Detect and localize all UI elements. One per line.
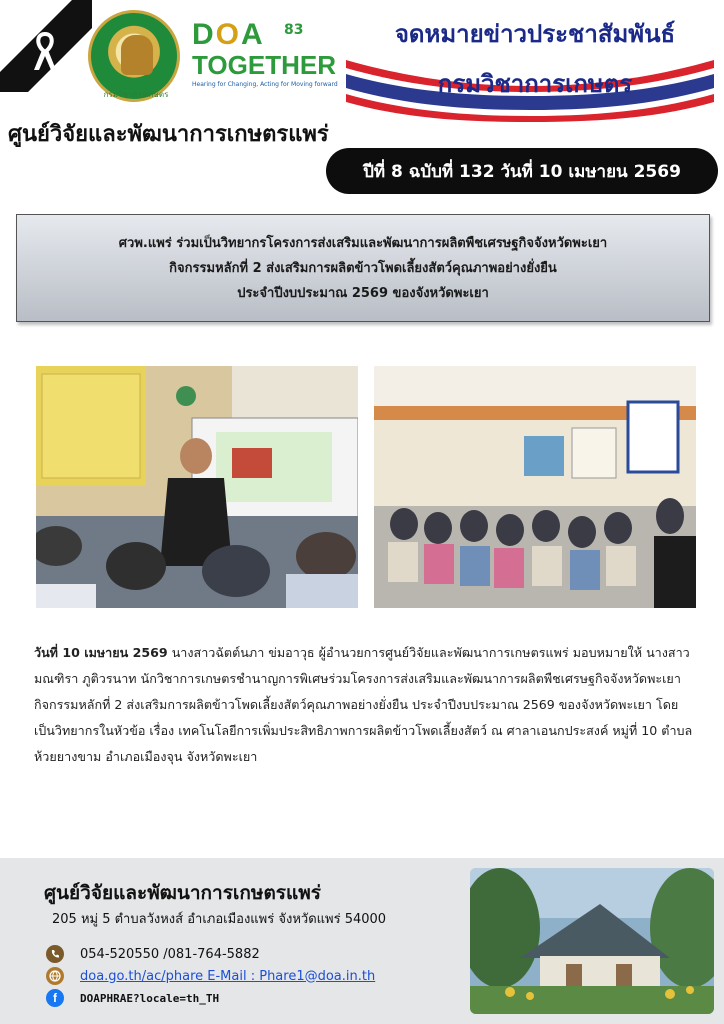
center-name: ศูนย์วิจัยและพัฒนาการเกษตรแพร่ bbox=[8, 122, 329, 147]
doa-together-logo bbox=[192, 18, 342, 88]
doa-letter-a: A bbox=[241, 18, 265, 51]
article-text: นางสาวฉัตต์นภา ข่มอาวุธ ผู้อำนวยการศูนย์วิจัยและพัฒนาการเกษตรแพร่ มอบหมายให้ นางสาวมณฑิรา ภูติวรนาท นักวิชาการเกษตรชำนาญการพิเศษร่วมโครงการส่งเสริมและพัฒนาการผลิตพืชเศรษฐกิจจังหวัดพะเยา กิจกรรมหลักที่ 2 ส่งเสริมการผลิตข้าวโพดเลี้ยงสัตว์คุณภาพอย่างยั่งยืน ประจำปีงบประมาณ 2569 ของจังหวัดพะเยา โดยเป็นวิทยากรในหัวข้อ เรื่อง เทคโนโลยีการเพิ่มประสิทธิภาพการผลิตข้าวโพดเลี้ยงสัตว์ ณ ศาลาเอนกประสงค์ หมู่ที่ 10 ตำบลห้วยยางขาม อำเภอเมืองจุน จังหวัดพะเยา bbox=[34, 645, 693, 764]
headline-line-2: กิจกรรมหลักที่ 2 ส่งเสริมการผลิตข้าวโพดเลี้ยงสัตว์คุณภาพอย่างยั่งยืน bbox=[169, 260, 557, 276]
doa-letter-o: O bbox=[215, 18, 242, 51]
article-body bbox=[34, 640, 698, 770]
photo-speaker-presenting bbox=[36, 366, 358, 608]
newsletter-title: จดหมายข่าวประชาสัมพันธ์ bbox=[394, 20, 676, 48]
footer-facebook-handle[interactable]: DOAPHRAE?locale=th_TH bbox=[80, 991, 220, 1005]
globe-icon bbox=[46, 967, 64, 985]
mourning-ribbon-icon bbox=[30, 30, 60, 74]
together-word: TOGETHER bbox=[192, 50, 336, 80]
footer-web-row bbox=[46, 966, 375, 986]
footer-facebook-row bbox=[46, 988, 219, 1008]
photo-center-building bbox=[470, 868, 714, 1014]
headline-line-1: ศวพ.แพร่ ร่วมเป็นวิทยากรโครงการส่งเสริมและพัฒนาการผลิตพืชเศรษฐกิจจังหวัดพะเยา bbox=[118, 235, 608, 251]
facebook-icon[interactable]: f bbox=[46, 989, 64, 1007]
together-slogan: Hearing for Changing, Acting for Moving forward bbox=[192, 81, 338, 88]
footer-web-email-link[interactable]: doa.go.th/ac/phare E-Mail : Phare1@doa.in.th bbox=[80, 968, 376, 984]
issue-info-badge: ปีที่ 8 ฉบับที่ 132 วันที่ 10 เมษายน 2569 bbox=[326, 148, 718, 194]
headline-box bbox=[16, 214, 710, 322]
doa-logo-caption: กรมวิชาการเกษตร bbox=[103, 90, 169, 99]
photo-audience-hall bbox=[374, 366, 696, 608]
footer-address: 205 หมู่ 5 ตำบลวังหงส์ อำเภอเมืองแพร่ จังหวัดแพร่ 54000 bbox=[52, 912, 387, 927]
phone-icon bbox=[46, 945, 64, 963]
footer-center-name: ศูนย์วิจัยและพัฒนาการเกษตรแพร่ bbox=[44, 882, 321, 904]
anniversary-number: 83 bbox=[284, 22, 304, 38]
department-name: กรมวิชาการเกษตร bbox=[437, 70, 633, 98]
footer-phone-row bbox=[46, 944, 260, 964]
mourning-corner bbox=[0, 0, 92, 92]
article-date-lead: วันที่ 10 เมษายน 2569 bbox=[34, 645, 168, 660]
doa-letter-d: D bbox=[192, 18, 216, 51]
footer-phone: 054-520550 /081-764-5882 bbox=[80, 946, 260, 962]
headline-line-3: ประจำปีงบประมาณ 2569 ของจังหวัดพะเยา bbox=[237, 285, 489, 301]
